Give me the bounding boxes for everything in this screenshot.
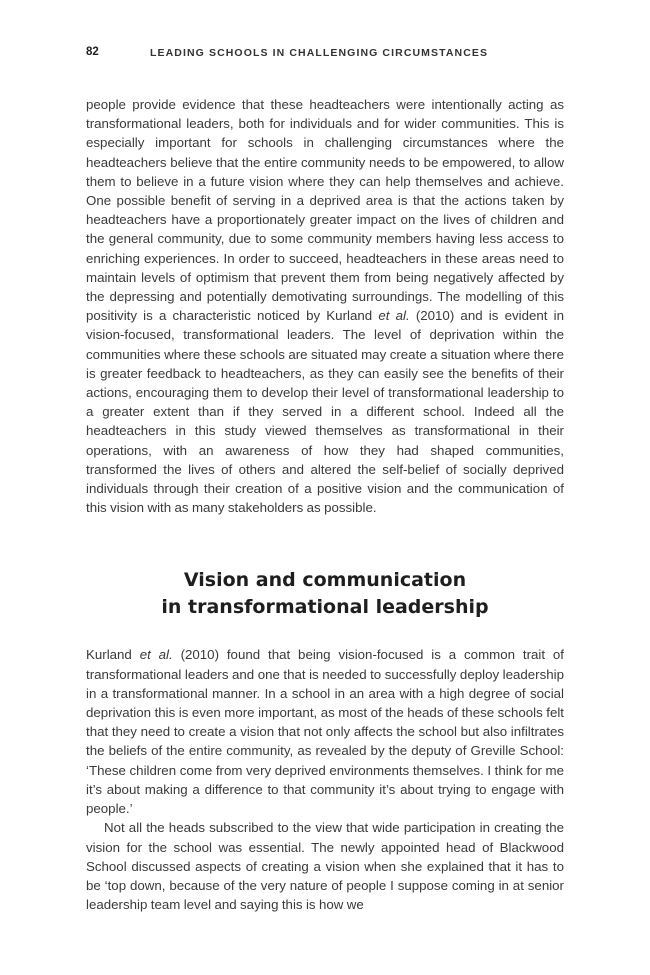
- section-heading-line-1: Vision and communication: [183, 569, 467, 592]
- citation-et-al: et al.: [139, 647, 173, 663]
- paragraph-text: Kurland: [86, 647, 140, 663]
- paragraph-text: (2010) found that being vision-focused is a common trait of transformational leaders and one that is needed to successfully deploy leadership in a transformational manner. In a school in an area with a high degree of social deprivation this is even more important, as most of the heads of these schools felt that they need to create a vision that not only affects the school but also infiltrates the beliefs of the entire community, as revealed by the deputy of Greville School: ‘These children come from very deprived environments themselves. I think for me it’s about making a difference to that community it’s about trying to engage with people.’: [86, 647, 564, 817]
- section-heading-line-2: in transformational leadership: [161, 596, 489, 619]
- body-paragraph-1: [86, 95, 564, 517]
- citation-et-al: et al.: [378, 308, 410, 324]
- running-header: [86, 46, 566, 64]
- section-heading: [86, 567, 564, 621]
- running-title: LEADING SCHOOLS IN CHALLENGING CIRCUMSTANCES: [150, 47, 489, 59]
- paragraph-text: (2010) and is evident in vision-focused, transformational leaders. The level of deprivation within the communities where these schools are situated may create a situation where there is greater feedback to headteachers, as they can easily see the benefits of their actions, encouraging them to develop their level of transformational leadership to a greater extent than if they served in a different school. Indeed all the headteachers in this study viewed themselves as transformational in their operations, with an awareness of how they had shaped communities, transformed the lives of others and altered the self-belief of socially deprived individuals through their creation of a positive vision and the communication of this vision with as many stakeholders as possible.: [86, 308, 564, 516]
- page-content: [86, 95, 564, 914]
- body-paragraph-3: Not all the heads subscribed to the view that wide participation in creating the vision for the school was essential. The newly appointed head of Blackwood School discussed aspects of creating a vision when she explained that it has to be ‘top down, because of the very nature of people I suppose coming in at senior leadership team level and saying this is how we: [86, 820, 564, 913]
- body-paragraph-2: [86, 645, 564, 818]
- paragraph-text: people provide evidence that these headteachers were intentionally acting as transformational leaders, both for individuals and for wider communities. This is especially important for schools in challenging circumstances where the headteachers believe that the entire community needs to be empowered, to allow them to believe in a future vision where they can help themselves and achieve. One possible benefit of serving in a deprived area is that the actions taken by headteachers have a proportionately greater impact on the lives of children and the general community, due to some community members having less access to enriching experiences. In order to succeed, headteachers in these areas need to maintain levels of optimism that prevent them from being negatively affected by the depressing and potentially demotivating surroundings. The modelling of this positivity is a characteristic noticed by Kurland: [86, 97, 564, 324]
- page-number: 82: [86, 46, 99, 58]
